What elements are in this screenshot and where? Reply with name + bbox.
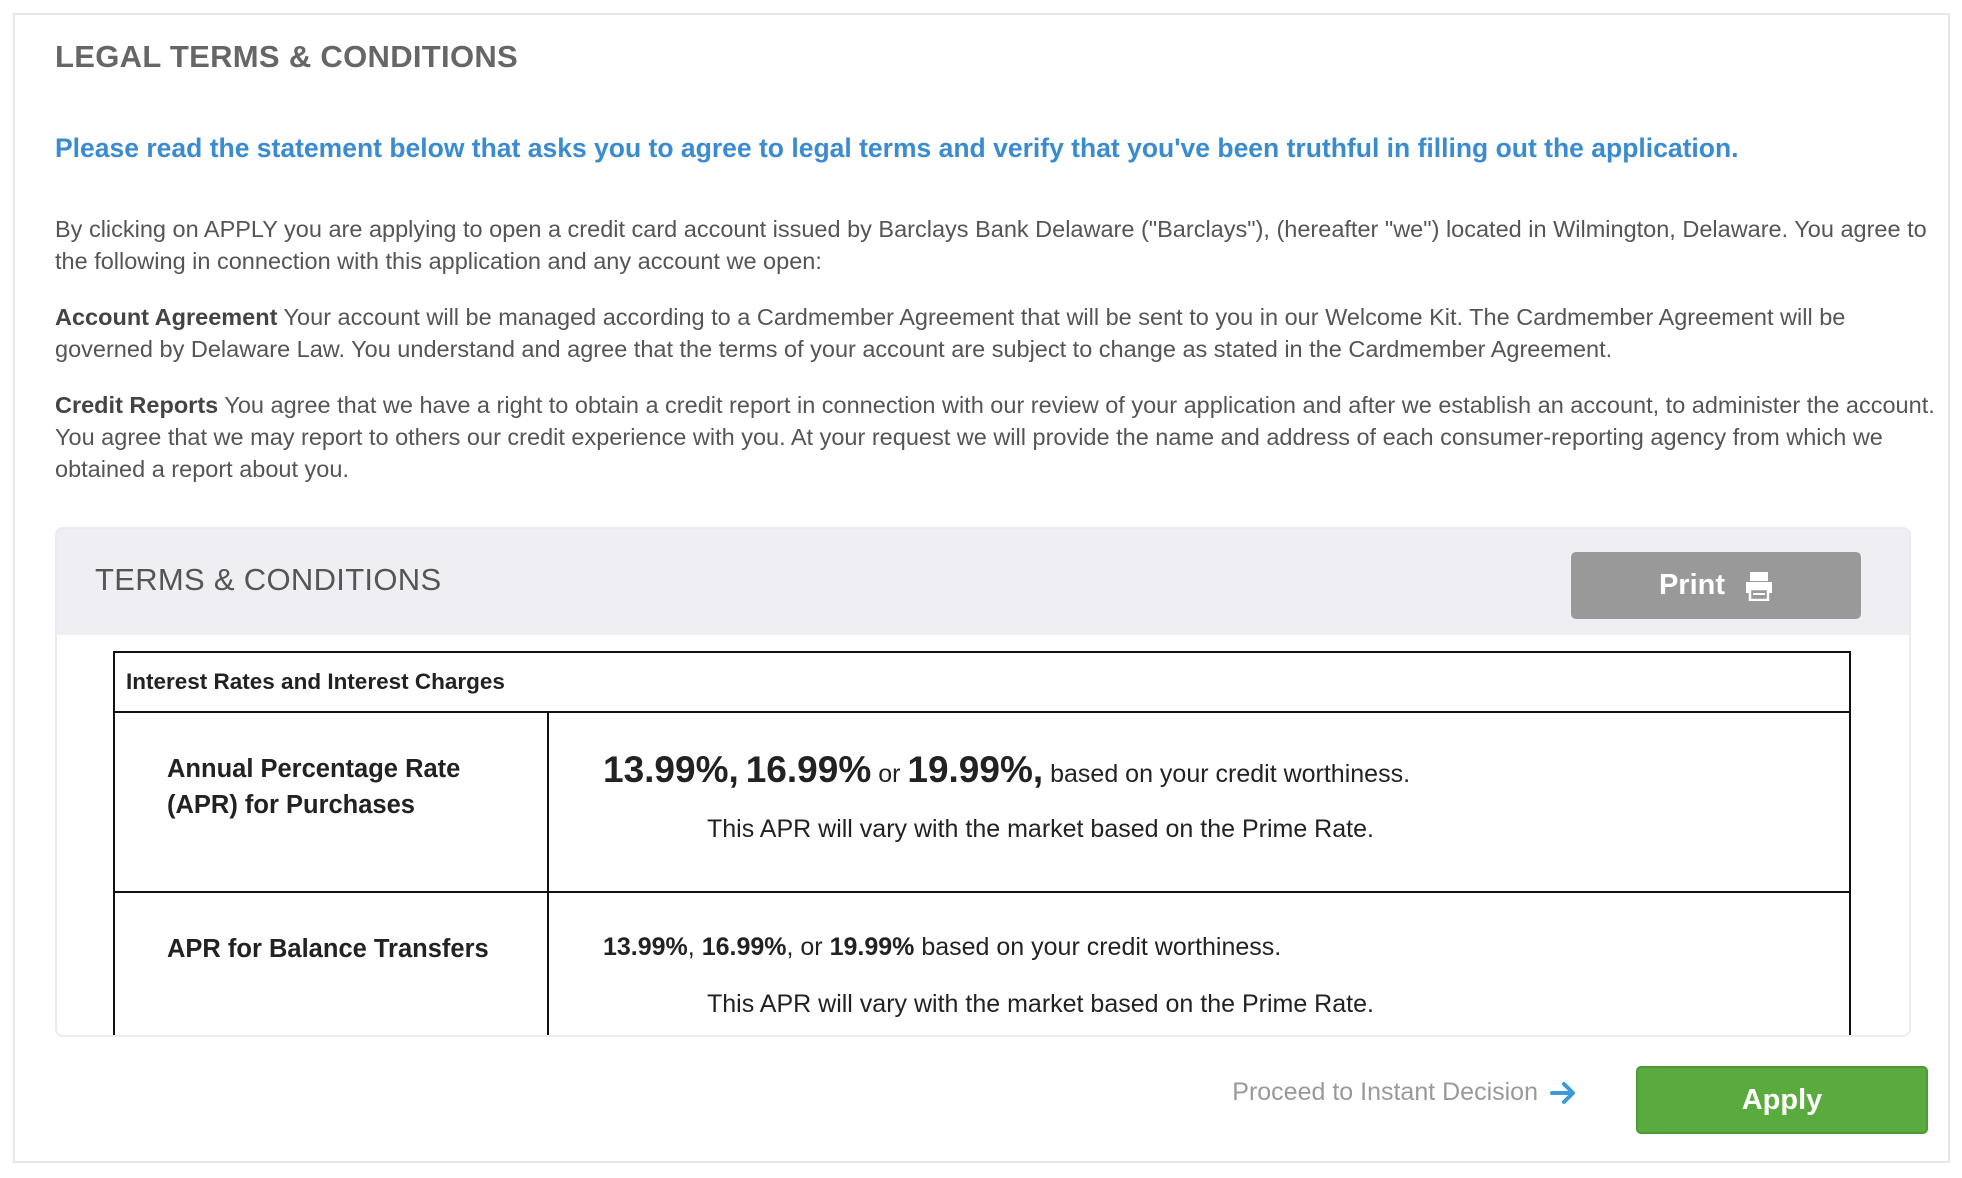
purchases-rate-3: 19.99%, (907, 749, 1044, 790)
section-title: LEGAL TERMS & CONDITIONS (55, 39, 519, 74)
purchases-rate-1: 13.99%, (603, 749, 739, 790)
purchases-or: or (878, 760, 901, 788)
table-row (114, 712, 1850, 892)
purchases-apr-label: Annual Percentage Rate (APR) for Purchases (114, 712, 548, 892)
printer-icon (1745, 571, 1773, 601)
bt-rate-2: 16.99% (701, 933, 787, 961)
apply-button[interactable]: Apply (1636, 1066, 1928, 1134)
balance-transfer-note: This APR will vary with the market based on the Prime Rate. (707, 990, 1374, 1018)
rates-table (113, 651, 1851, 1037)
balance-transfer-apr-label: APR for Balance Transfers (114, 892, 548, 1037)
table-row (114, 892, 1850, 1037)
account-agreement-text: Your account will be managed according to a Cardmember Agreement that will be sent to you in our Welcome Kit. The Cardmember Agreement will be governed by Delaware Law. You understand and agree that the terms of your account are subject to change as stated in the Cardmember Agreement. (55, 304, 1846, 362)
arrow-right-icon (1550, 1081, 1578, 1105)
intro-paragraph: By clicking on APPLY you are applying to open a credit card account issued by Barclays Bank Delaware ("Barclays"), (hereafter "we") located in Wilmington, Delaware. You agree to the following in connection with this application and any account we open: (55, 216, 1927, 274)
credit-reports-paragraph (55, 389, 1935, 485)
bt-sep-1: , (687, 933, 702, 961)
bt-suffix: based on your credit worthiness. (914, 933, 1282, 961)
rates-table-header: Interest Rates and Interest Charges (114, 652, 1850, 712)
proceed-text (1232, 1078, 1578, 1107)
legal-terms-container (13, 13, 1950, 1163)
bt-sep-2: , or (786, 933, 830, 961)
lead-statement: Please read the statement below that asks you to agree to legal terms and verify that you've been truthful in filling out the application. (55, 133, 1739, 163)
purchases-note: This APR will vary with the market based on the Prime Rate. (707, 815, 1374, 843)
proceed-label: Proceed to Instant Decision (1232, 1078, 1538, 1106)
balance-transfer-apr-value (548, 892, 1850, 1037)
credit-reports-label: Credit Reports (55, 392, 219, 418)
credit-reports-text: You agree that we have a right to obtain a credit report in connection with our review of your application and after we establish an account, to administer the account. You agree that we may report to others our credit experience with you. At your request we will provide the name and address of each consumer-reporting agency from which we obtained a report about you. (55, 392, 1935, 482)
terms-panel (55, 527, 1911, 1037)
purchases-rate-2: 16.99% (745, 749, 872, 790)
account-agreement-label: Account Agreement (55, 304, 278, 330)
terms-scroll-area[interactable] (57, 635, 1909, 1037)
purchases-apr-value (548, 712, 1850, 892)
bt-rate-1: 13.99% (603, 933, 688, 961)
print-button[interactable] (1571, 552, 1861, 619)
account-agreement-paragraph (55, 301, 1935, 365)
terms-panel-header (57, 529, 1909, 635)
print-button-label: Print (1658, 569, 1726, 601)
bt-rate-3: 19.99% (829, 933, 915, 961)
purchases-suffix: based on your credit worthiness. (1050, 760, 1411, 788)
terms-panel-title: TERMS & CONDITIONS (95, 562, 442, 597)
